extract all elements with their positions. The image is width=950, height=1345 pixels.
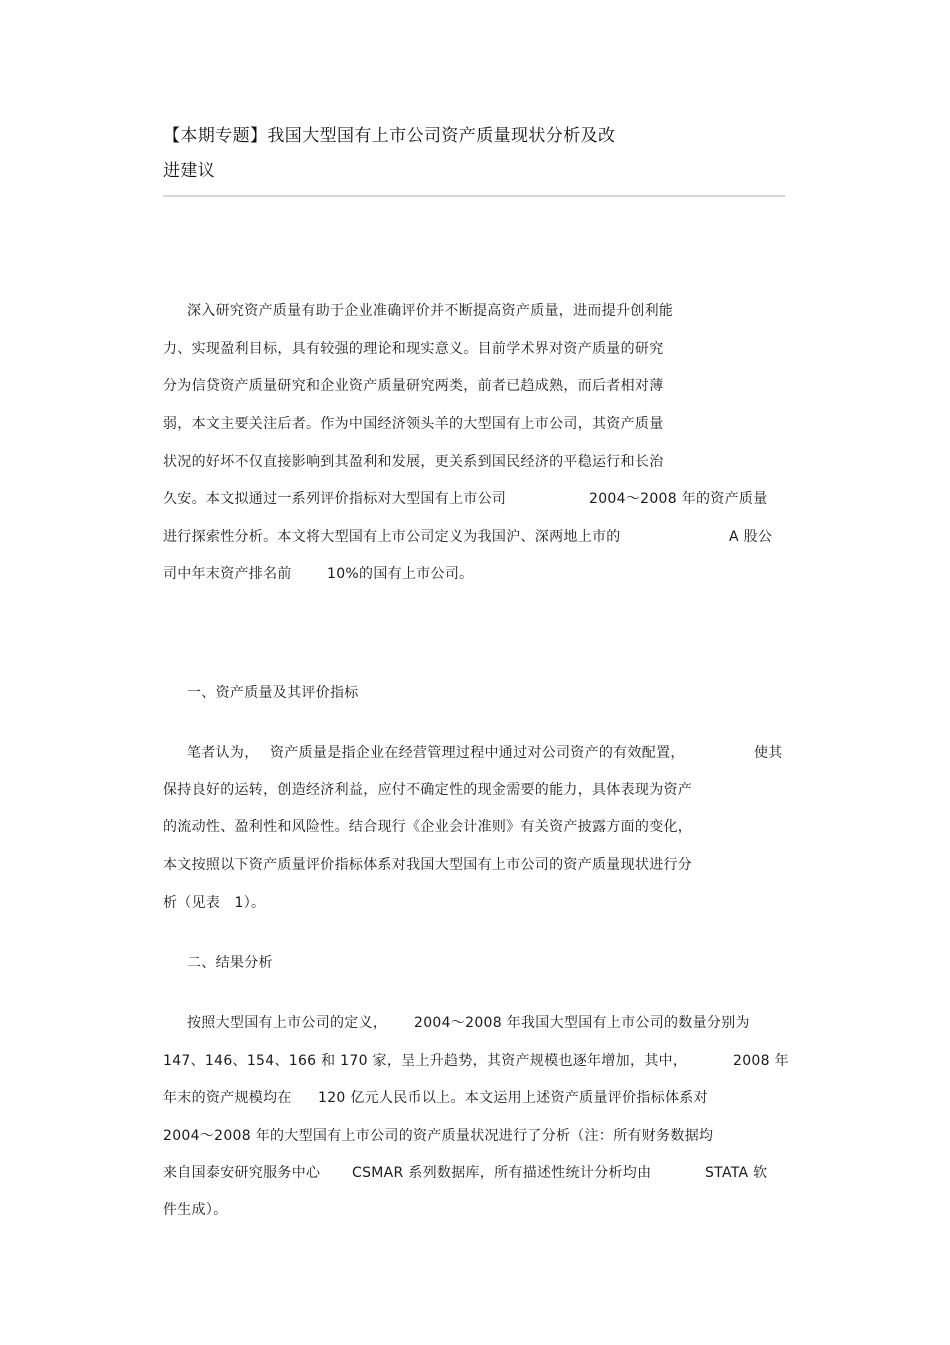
paragraph-1-line-6b: 2004～2008 年的资产质量: [589, 491, 768, 507]
paragraph-1-line-4: 弱，本文主要关注后者。作为中国经济领头羊的大型国有上市公司，其资产质量: [163, 416, 664, 432]
paragraph-1-line-7a: 进行探索性分析。本文将大型国有上市公司定义为我国沪、深两地上市的: [163, 529, 621, 545]
section-1-line-1a: 笔者认为，: [187, 745, 259, 761]
paragraph-1-line-8b: 10%的国有上市公司。: [327, 566, 474, 582]
paragraph-1-line-6a: 久安。本文拟通过一系列评价指标对大型国有上市公司: [163, 491, 507, 507]
title-divider: [163, 195, 785, 197]
paragraph-1-line-1: 深入研究资产质量有助于企业准确评价并不断提高资产质量，进而提升创利能: [187, 303, 674, 319]
section-2-line-5a: 来自国泰安研究服务中心: [163, 1165, 321, 1181]
paragraph-1-line-7b: A 股公: [729, 529, 773, 545]
section-2-line-5b: CSMAR 系列数据库，所有描述性统计分析均由: [352, 1165, 652, 1181]
section-2-line-1b: 2004～2008 年我国大型国有上市公司的数量分别为: [414, 1015, 750, 1031]
section-2-line-3b: 120 亿元人民币以上。本文运用上述资产质量评价指标体系对: [318, 1090, 708, 1106]
section-2-line-4: 2004～2008 年的大型国有上市公司的资产质量状况进行了分析（注：所有财务数据均: [163, 1128, 714, 1144]
section-2-line-3a: 年末的资产规模均在: [163, 1090, 292, 1106]
section-2-line-5c: STATA 软: [705, 1165, 768, 1181]
section-1-line-1c: 使其: [754, 745, 783, 761]
paragraph-1-line-8a: 司中年末资产排名前: [163, 566, 292, 582]
section-1-line-4: 本文按照以下资产质量评价指标体系对我国大型国有上市公司的资产质量现状进行分: [163, 857, 693, 873]
paragraph-1-line-2: 力、实现盈利目标，具有较强的理论和现实意义。目前学术界对资产质量的研究: [163, 341, 664, 357]
section-1-line-1b: 资产质量是指企业在经营管理过程中通过对公司资产的有效配置，: [270, 745, 685, 761]
section-1-line-2: 保持良好的运转，创造经济利益，应付不确定性的现金需要的能力，具体表现为资产: [163, 782, 693, 798]
paragraph-1-line-3: 分为信贷资产质量研究和企业资产质量研究两类，前者已趋成熟，而后者相对薄: [163, 378, 664, 394]
section-2-line-2b: 2008 年: [733, 1053, 789, 1069]
section-2-line-2a: 147、146、154、166 和 170 家，呈上升趋势，其资产规模也逐年增加，其中，: [163, 1053, 688, 1069]
section-1-line-5: 析（见表 1）。: [163, 895, 266, 911]
page-title-line-1: 【本期专题】我国大型国有上市公司资产质量现状分析及改: [163, 126, 616, 146]
page-title-line-2: 进建议: [163, 161, 216, 181]
section-2-heading: 二、结果分析: [187, 955, 273, 971]
paragraph-1-line-5: 状况的好坏不仅直接影响到其盈利和发展，更关系到国民经济的平稳运行和长治: [163, 454, 664, 470]
section-2-line-6: 件生成）。: [163, 1202, 228, 1218]
section-1-heading: 一、资产质量及其评价指标: [187, 685, 359, 701]
section-2-line-1a: 按照大型国有上市公司的定义，: [187, 1015, 388, 1031]
section-1-line-3: 的流动性、盈利性和风险性。结合现行《企业会计准则》有关资产披露方面的变化，: [163, 819, 693, 835]
